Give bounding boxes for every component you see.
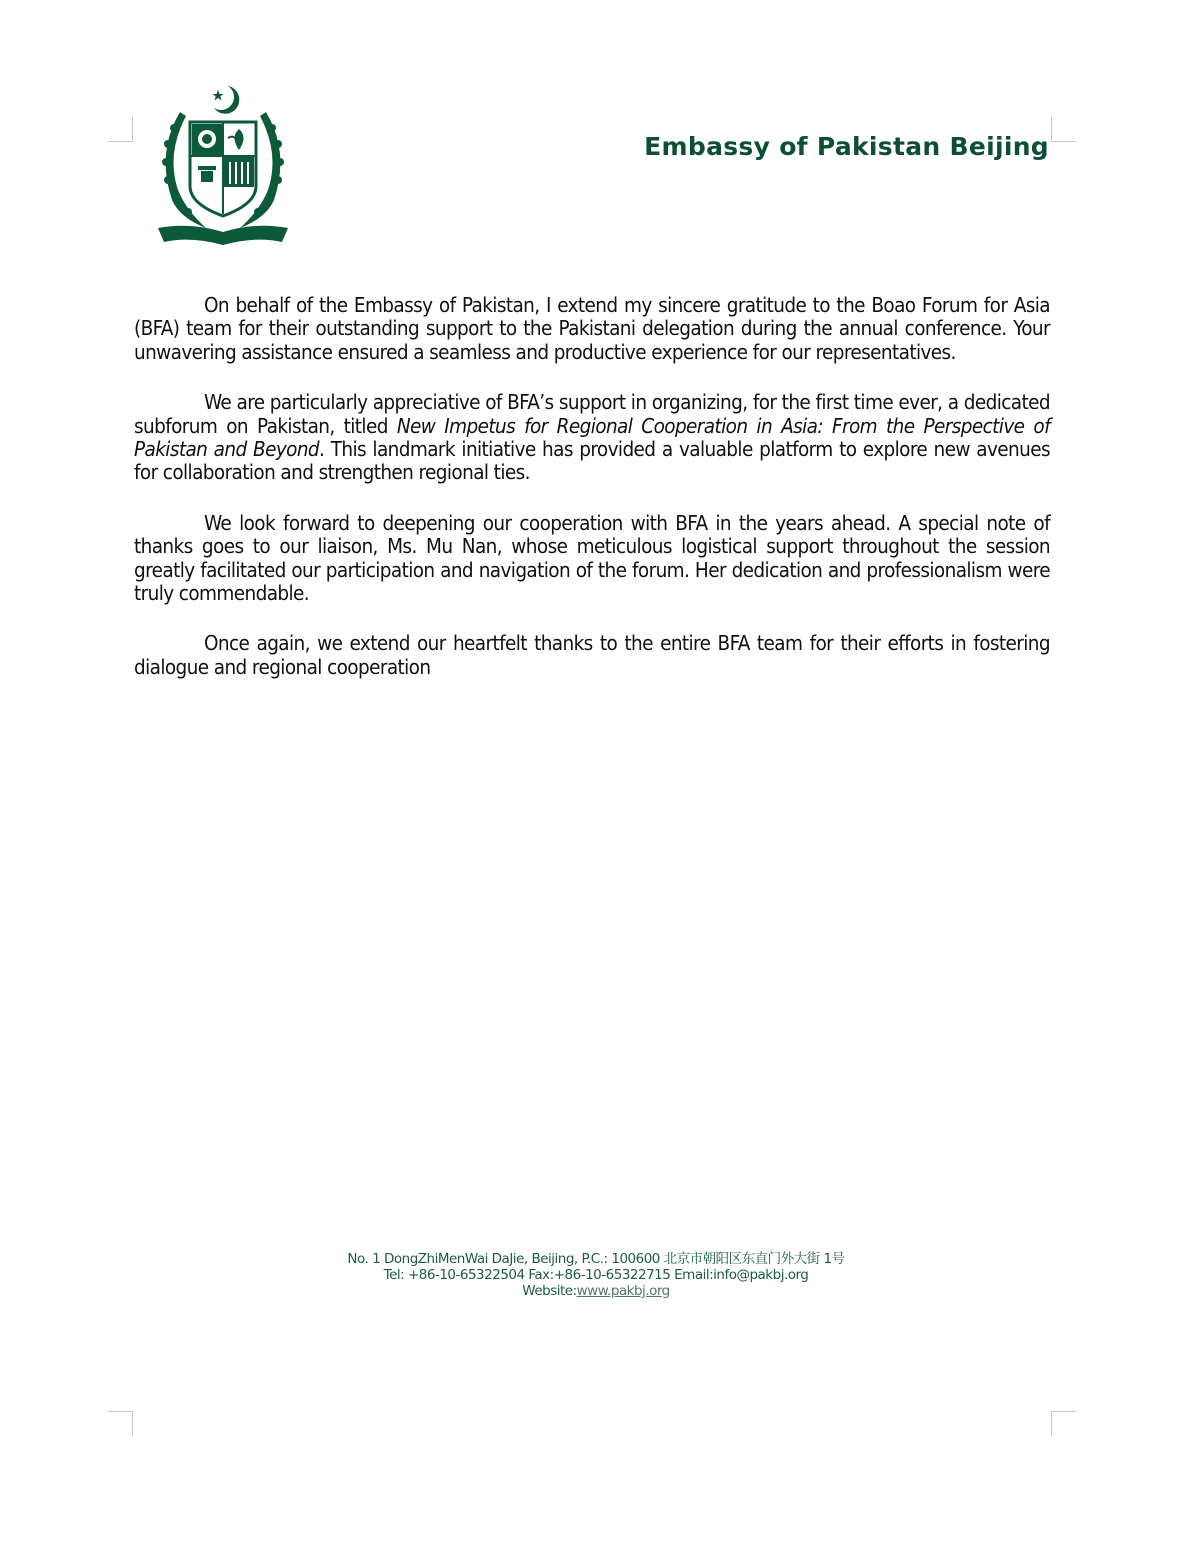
website-label: Website: bbox=[522, 1283, 577, 1299]
paragraph-4: Once again, we extend our heartfelt thanks to the entire BFA team for their efforts in fostering dialogue and regional cooperation bbox=[134, 631, 1050, 679]
subforum-title: New Impetus for Regional Cooperation in Asia: From the Perspective of Pakistan and Beyond bbox=[134, 413, 1050, 462]
crescent-icon bbox=[214, 86, 239, 114]
crop-mark-bottom-left bbox=[108, 1411, 133, 1436]
state-emblem-icon bbox=[150, 82, 296, 248]
crop-mark-top-right bbox=[1051, 117, 1076, 142]
paragraph-2-intro: We are particularly appreciative of BFA’s support in organizing, for the first time ever, a dedicated subforum on Pakistan, titled bbox=[134, 390, 1050, 438]
letter-body bbox=[134, 294, 1050, 706]
footer-contact: Tel: +86-10-65322504 Fax:+86-10-65322715 Email:info@pakbj.org bbox=[383, 1267, 809, 1283]
embassy-title: Embassy of Pakistan Beijing bbox=[644, 132, 1049, 161]
paragraph-2-rest: . This landmark initiative has provided a valuable platform to explore new avenues for collaboration and strengthen regional ties. bbox=[134, 437, 1050, 485]
paragraph-3: We look forward to deepening our cooperation with BFA in the years ahead. A special note of thanks goes to our liaison, Ms. Mu Nan, whose meticulous logistical support throughout the session greatly facilitated our participation and navigation of the forum. Her dedication and professionalism were truly commendable. bbox=[134, 510, 1050, 606]
crop-mark-top-left bbox=[108, 117, 133, 142]
scroll-icon bbox=[158, 226, 288, 245]
footer-website bbox=[0, 1283, 1192, 1299]
paragraph-1: On behalf of the Embassy of Pakistan, I extend my sincere gratitude to the Boao Forum for Asia (BFA) team for their outstanding support to the Pakistani delegation during the annual conference. Your unwavering assistance ensured a seamless and productive experience for our representatives. bbox=[134, 293, 1050, 364]
star-icon bbox=[213, 90, 224, 100]
letterhead-footer bbox=[0, 1251, 1192, 1299]
paragraph-2 bbox=[134, 391, 1050, 485]
footer-address: No. 1 DongZhiMenWai DaJie, Beijing, P.C.: 100600 北京市朝阳区东直门外大街 1号 bbox=[347, 1251, 845, 1267]
shield-icon bbox=[190, 122, 256, 216]
website-link[interactable]: www.pakbj.org bbox=[576, 1283, 670, 1299]
crop-mark-bottom-right bbox=[1051, 1411, 1076, 1436]
